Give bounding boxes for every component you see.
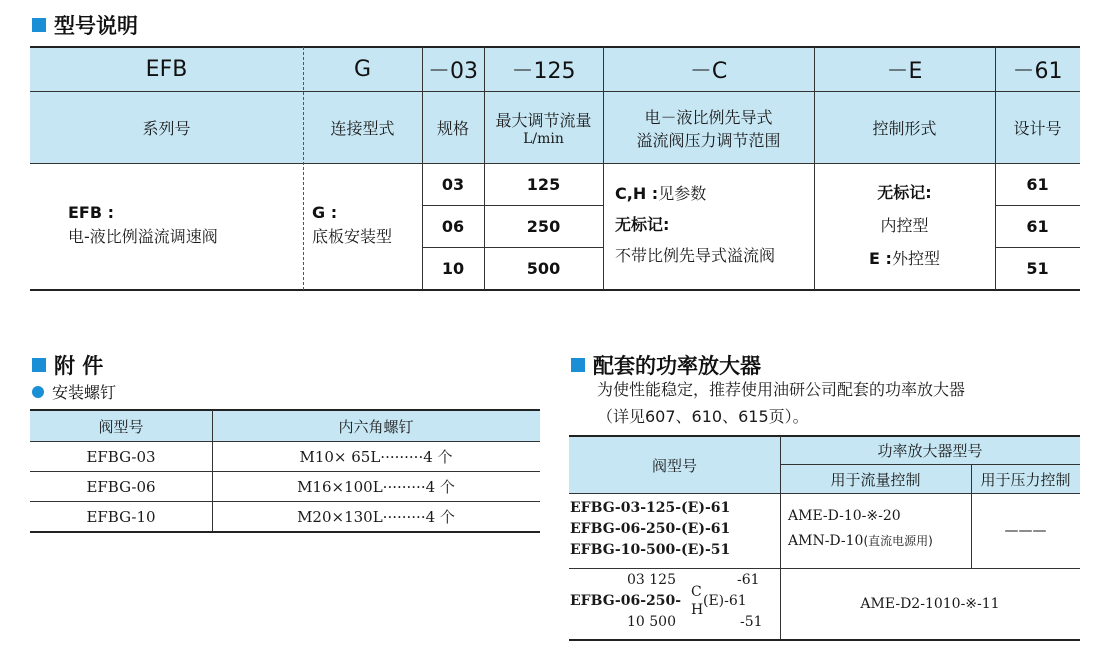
design-value: 51 [1026,259,1049,278]
header-design: 设计号 [1013,119,1062,138]
range-description [615,178,811,271]
amp-header-valve: 阀型号 [651,456,697,475]
screw-valve-model: EFBG-10 [86,507,156,526]
control-line3 [814,242,995,275]
range-line1 [615,178,811,209]
range-line2: 无标记: [615,215,670,234]
header-flow-line1: 最大调节流量 [495,111,592,130]
model-h: H [691,602,704,618]
amp-row1-models [570,498,778,561]
amp-header-flow: 用于流量控制 [830,470,921,489]
circle-bullet-icon [32,386,44,398]
header-flow-unit: L/min [523,131,564,147]
square-bullet-icon [571,358,585,372]
screw-header-bolt: 内六角螺钉 [338,417,414,436]
flow-amplifier-model-2: AMN-D-10 [788,533,864,549]
screw-spec: M10× 65L·········4 个 [299,448,453,466]
screw-spec: M16×100L·········4 个 [297,478,455,496]
flow-amplifier-model [788,529,970,554]
header-range [603,92,814,163]
header-control: 控制形式 [872,119,937,138]
amp-row2-model [569,570,779,638]
code-size: －03 [428,59,478,84]
model-suffix: (E)-61 [703,593,747,609]
model-bottom-sizes: 10 500 [627,614,676,630]
table-bottom-rule [30,531,540,533]
code-series: EFB [145,57,188,82]
code-design: －61 [1012,59,1063,84]
header-size: 规格 [436,119,469,138]
design-value: 61 [1026,175,1049,194]
model-bottom-design: -51 [740,614,763,630]
amplifier-desc-line2: （详见607、610、615页）。 [597,407,809,426]
model-c: C [691,584,702,600]
header-range-line1: 电－液比例先导式 [644,107,773,127]
code-range: －C [689,59,728,84]
square-bullet-icon [32,358,46,372]
amp-header-pressure: 用于压力控制 [980,470,1071,489]
screw-valve-model: EFBG-06 [86,477,156,496]
connection-text: 底板安装型 [312,227,393,246]
pressure-amplifier-none: ——— [1004,523,1047,539]
size-value: 10 [441,259,465,278]
model-section-title-text: 型号说明 [54,14,138,38]
control-line2: 内控型 [880,216,929,235]
accessory-title-text: 附 件 [54,354,104,378]
amplifier-title-text: 配套的功率放大器 [593,354,761,378]
accessory-subtitle-text: 安装螺钉 [52,383,117,402]
accessory-section-title [32,350,103,380]
series-code: EFB : [68,203,115,222]
control-line1: 无标记: [877,183,932,202]
flow-value: 125 [526,175,561,194]
flow-amplifier-model: AME-D-10-※-20 [788,508,901,524]
series-description [68,201,298,249]
range-code-text: 见参数 [658,184,707,203]
connection-code: G : [312,203,338,222]
model-section-title [32,10,138,40]
control-description [814,176,995,275]
control-code-text: 外控型 [891,249,940,268]
header-series: 系列号 [142,119,191,138]
connection-description [312,201,420,249]
accessory-subtitle [32,380,116,403]
flow-value: 500 [526,259,561,278]
header-connection: 连接型式 [330,119,395,138]
amp-row2-amplifier: AME-D2-1010-※-11 [860,596,1000,612]
code-control: －E [886,59,923,84]
screw-valve-model: EFBG-03 [86,447,156,466]
amp-valve-model: EFBG-03-125-(E)-61 [570,500,731,516]
model-prefix: EFBG-06-250- [570,593,682,609]
range-line3: 不带比例先导式溢流阀 [615,246,776,265]
table-bottom-rule [569,639,1080,641]
design-value: 61 [1026,217,1049,236]
range-code: C,H : [615,184,659,203]
code-flow: －125 [511,59,576,84]
model-top-design: -61 [737,572,760,588]
screw-spec: M20×130L·········4 个 [297,508,455,526]
flow-amplifier-note: (直流电源用) [863,534,933,548]
amp-header-amplifier: 功率放大器型号 [877,442,983,460]
table-bottom-rule [30,289,1080,291]
control-code: E : [869,249,892,268]
square-bullet-icon [32,18,46,32]
amp-row1-flow [788,504,970,554]
amp-valve-model: EFBG-06-250-(E)-61 [570,521,731,537]
size-value: 06 [441,217,465,236]
code-connection: G [353,57,372,82]
size-value: 03 [441,175,465,194]
header-flow [484,92,603,163]
amplifier-desc-line1: 为使性能稳定，推荐使用油研公司配套的功率放大器 [597,380,966,399]
model-top-sizes: 03 125 [627,572,676,588]
header-range-line2: 溢流阀压力调节范围 [636,130,781,150]
series-text: 电-液比例溢流调速阀 [68,227,218,246]
amp-valve-model: EFBG-10-500-(E)-51 [570,542,731,558]
screw-header-valve: 阀型号 [98,417,144,436]
amplifier-section-title [571,350,761,380]
flow-value: 250 [526,217,561,236]
